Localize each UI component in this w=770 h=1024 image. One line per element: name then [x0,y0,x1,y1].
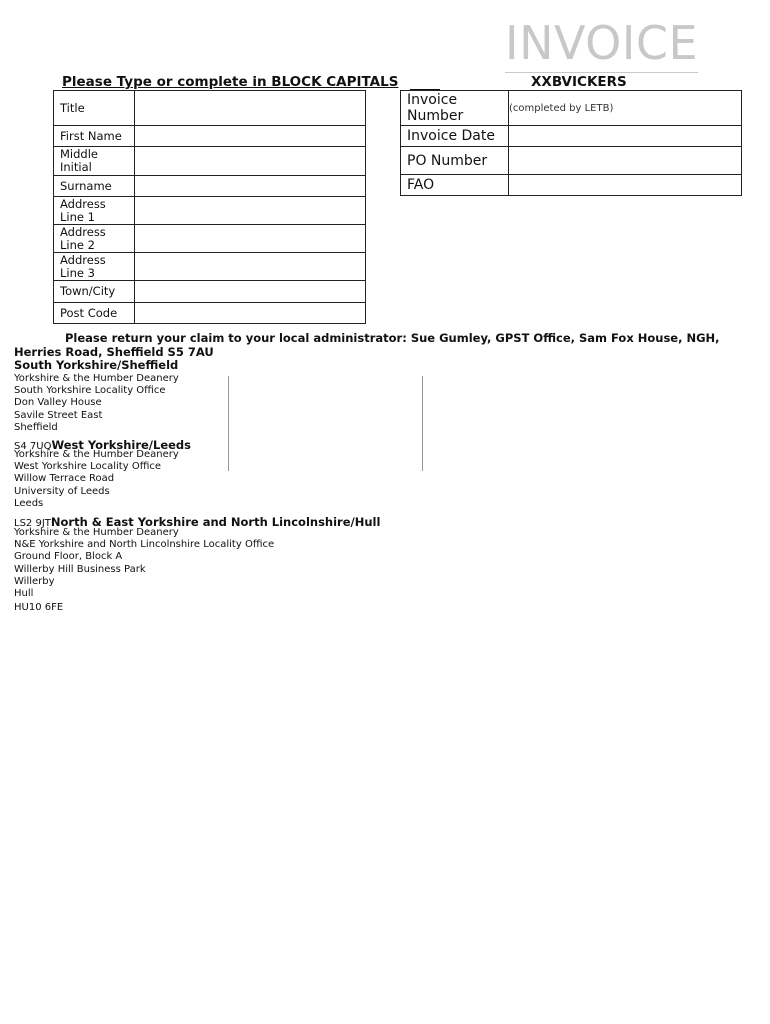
field-label: FAO [401,175,509,196]
field-label: Invoice Number [401,91,509,126]
field-row-surname [54,176,366,197]
surname-field[interactable] [135,176,366,197]
personal-details-table [53,90,366,324]
address-line: Hull [14,588,34,600]
column-divider [422,376,423,471]
address-line: Ground Floor, Block A [14,551,123,563]
field-row-invoice-number [401,91,742,126]
address-line: Willerby Hill Business Park [14,563,146,575]
region-postcode: LS2 9JT [14,518,51,529]
title-field[interactable] [135,91,366,126]
address-line: Yorkshire & the Humber Deanery [14,449,179,460]
region-address [14,373,179,434]
field-label: PO Number [401,147,509,175]
address-line: Willow Terrace Road [14,473,115,485]
town-city-field[interactable] [135,281,366,303]
region-address [14,449,179,510]
region-heading: West Yorkshire/Leeds [51,438,192,452]
address-line: Yorkshire & the Humber Deanery [14,373,179,384]
region-heading: South Yorkshire/Sheffield [14,358,179,372]
field-row-address-3 [54,253,366,281]
address-line-1-field[interactable] [135,197,366,225]
field-label: Surname [54,176,135,197]
region-heading: North & East Yorkshire and North Lincolnshire/Hull [50,515,381,529]
field-row-fao [401,175,742,196]
field-row-address-1 [54,197,366,225]
field-row-address-2 [54,225,366,253]
field-row-po-number [401,147,742,175]
field-row-first-name [54,126,366,147]
field-label: Address Line 3 [54,253,135,281]
address-line: University of Leeds [14,485,110,497]
invoice-details-table [400,90,742,196]
field-row-middle-initial [54,147,366,176]
middle-initial-field[interactable] [135,147,366,176]
post-code-field[interactable] [135,303,366,324]
address-line: Savile Street East [14,409,103,421]
invoice-date-field[interactable] [509,126,742,147]
block-capitals-instruction: Please Type or complete in BLOCK CAPITALS [62,74,399,90]
field-label: Town/City [54,281,135,303]
reference-code: XXBVICKERS [531,74,627,90]
fao-field[interactable] [509,175,742,196]
field-label: Invoice Date [401,126,509,147]
region-postcode: S4 7UQ [14,441,52,452]
address-line: Leeds [14,497,44,509]
field-label: Middle Initial [54,147,135,176]
address-line: N&E Yorkshire and North Lincolnshire Locality Office [14,539,275,551]
field-label: Title [54,91,135,126]
first-name-field[interactable] [135,126,366,147]
address-line: Willerby [14,575,55,587]
region-postcode: HU10 6FE [14,602,64,613]
title-divider [505,72,698,73]
field-row-town [54,281,366,303]
field-row-invoice-date [401,126,742,147]
column-divider [228,376,229,471]
invoice-number-field[interactable]: (completed by LETB) [509,91,742,126]
field-label: Post Code [54,303,135,324]
field-row-post-code [54,303,366,324]
region-address [14,527,274,600]
return-claim-notice: Please return your claim to your local administrator: Sue Gumley, GPST Office, Sam Fox House, NGH, Herries Road, Sheffield S5 7AU [14,331,720,359]
address-line: Don Valley House [14,397,102,409]
address-line: West Yorkshire Locality Office [14,461,162,473]
invoice-title: INVOICE [505,16,699,70]
address-line: Sheffield [14,421,58,433]
field-label: Address Line 1 [54,197,135,225]
address-line: Yorkshire & the Humber Deanery [14,527,179,538]
address-line-3-field[interactable] [135,253,366,281]
address-line-2-field[interactable] [135,225,366,253]
field-row-title [54,91,366,126]
address-line: South Yorkshire Locality Office [14,385,166,397]
field-label: First Name [54,126,135,147]
field-label: Address Line 2 [54,225,135,253]
po-number-field[interactable] [509,147,742,175]
